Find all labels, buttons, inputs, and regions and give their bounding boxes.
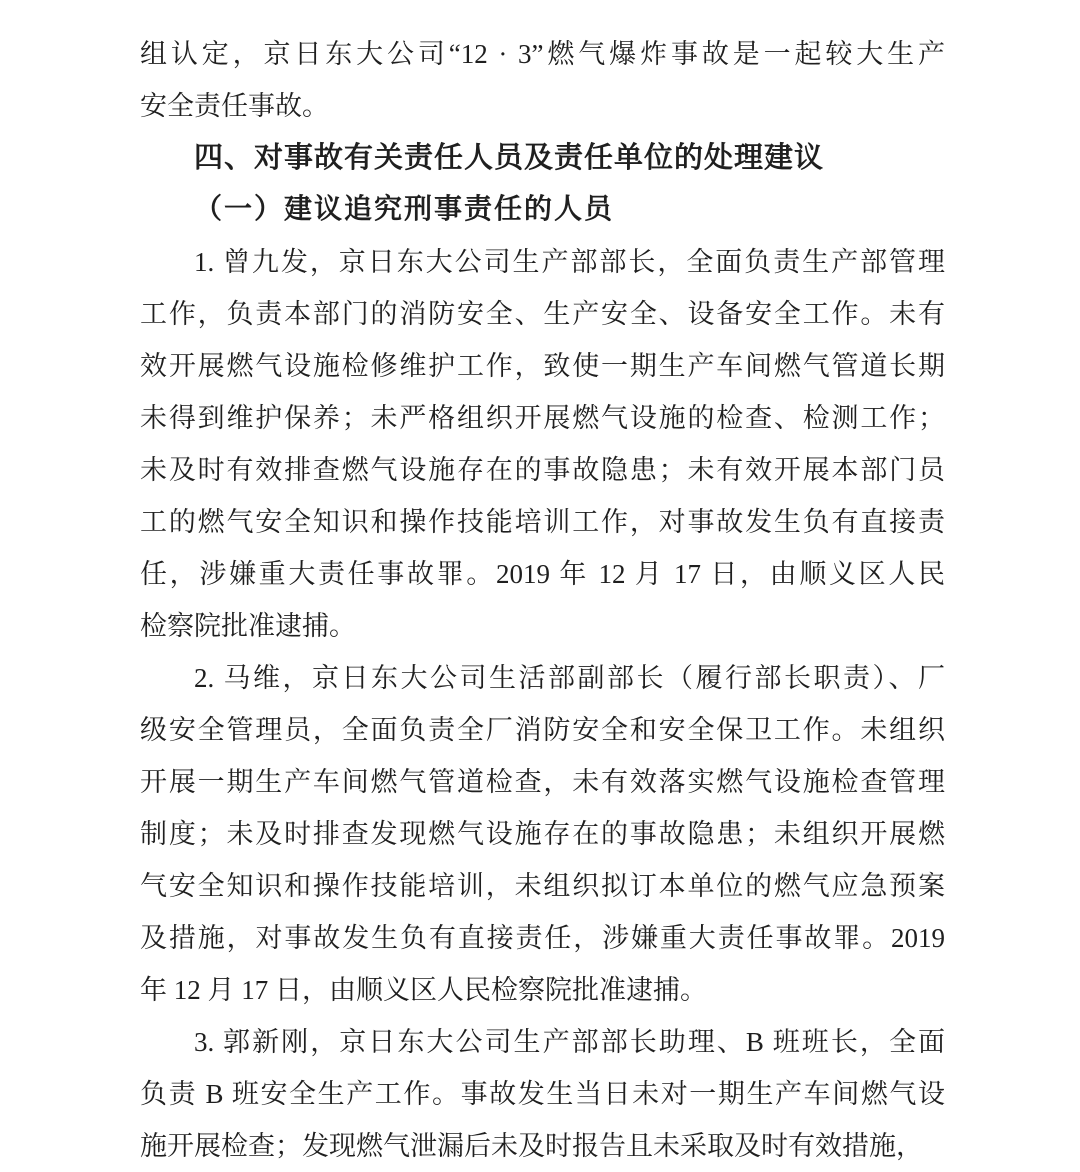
sub-heading — [140, 184, 945, 236]
text-line: 未及时有效排查燃气设施存在的事故隐患；未有效开展本部门员 — [140, 455, 945, 485]
text-line: 2. 马维，京日东大公司生活部副部长（履行部长职责）、厂 — [194, 663, 945, 693]
paragraph-1 — [140, 236, 945, 652]
text-line: 效开展燃气设施检修维护工作，致使一期生产车间燃气管道长期 — [140, 351, 945, 381]
text-line: 年 12 月 17 日，由顺义区人民检察院批准逮捕。 — [140, 975, 707, 1005]
text-line: 四、对事故有关责任人员及责任单位的处理建议 — [194, 142, 825, 174]
text-line: 及措施，对事故发生负有直接责任，涉嫌重大责任事故罪。2019 — [140, 923, 945, 953]
text-line: 制度；未及时排查发现燃气设施存在的事故隐患；未组织开展燃 — [140, 819, 945, 849]
text-line: 1. 曾九发，京日东大公司生产部部长，全面负责生产部管理 — [194, 247, 945, 277]
text-line: 级安全管理员，全面负责全厂消防安全和安全保卫工作。未组织 — [140, 715, 945, 745]
text-line: 任，涉嫌重大责任事故罪。2019 年 12 月 17 日，由顺义区人民 — [140, 559, 945, 589]
text-line: 气安全知识和操作技能培训，未组织拟订本单位的燃气应急预案 — [140, 871, 945, 901]
text-line: 安全责任事故。 — [140, 91, 329, 121]
text-line: 组认定，京日东大公司“12 · 3”燃气爆炸事故是一起较大生产 — [140, 39, 945, 69]
section-heading — [140, 132, 945, 184]
text-line: （一）建议追究刑事责任的人员 — [194, 194, 615, 225]
text-line: 3. 郭新刚，京日东大公司生产部部长助理、B 班班长，全面 — [194, 1027, 945, 1057]
text-line: 工作，负责本部门的消防安全、生产安全、设备安全工作。未有 — [140, 299, 945, 329]
text-line: 工的燃气安全知识和操作技能培训工作，对事故发生负有直接责 — [140, 507, 945, 537]
paragraph-intro-continuation — [140, 28, 945, 132]
text-line: 施开展检查；发现燃气泄漏后未及时报告且未采取及时有效措施， — [140, 1131, 923, 1161]
text-line: 负责 B 班安全生产工作。事故发生当日未对一期生产车间燃气设 — [140, 1079, 945, 1109]
text-line: 未得到维护保养；未严格组织开展燃气设施的检查、检测工作； — [140, 403, 945, 433]
paragraph-2 — [140, 652, 945, 1016]
text-line: 开展一期生产车间燃气管道检查，未有效落实燃气设施检查管理 — [140, 767, 945, 797]
paragraph-3 — [140, 1016, 945, 1172]
text-line: 检察院批准逮捕。 — [140, 611, 356, 641]
